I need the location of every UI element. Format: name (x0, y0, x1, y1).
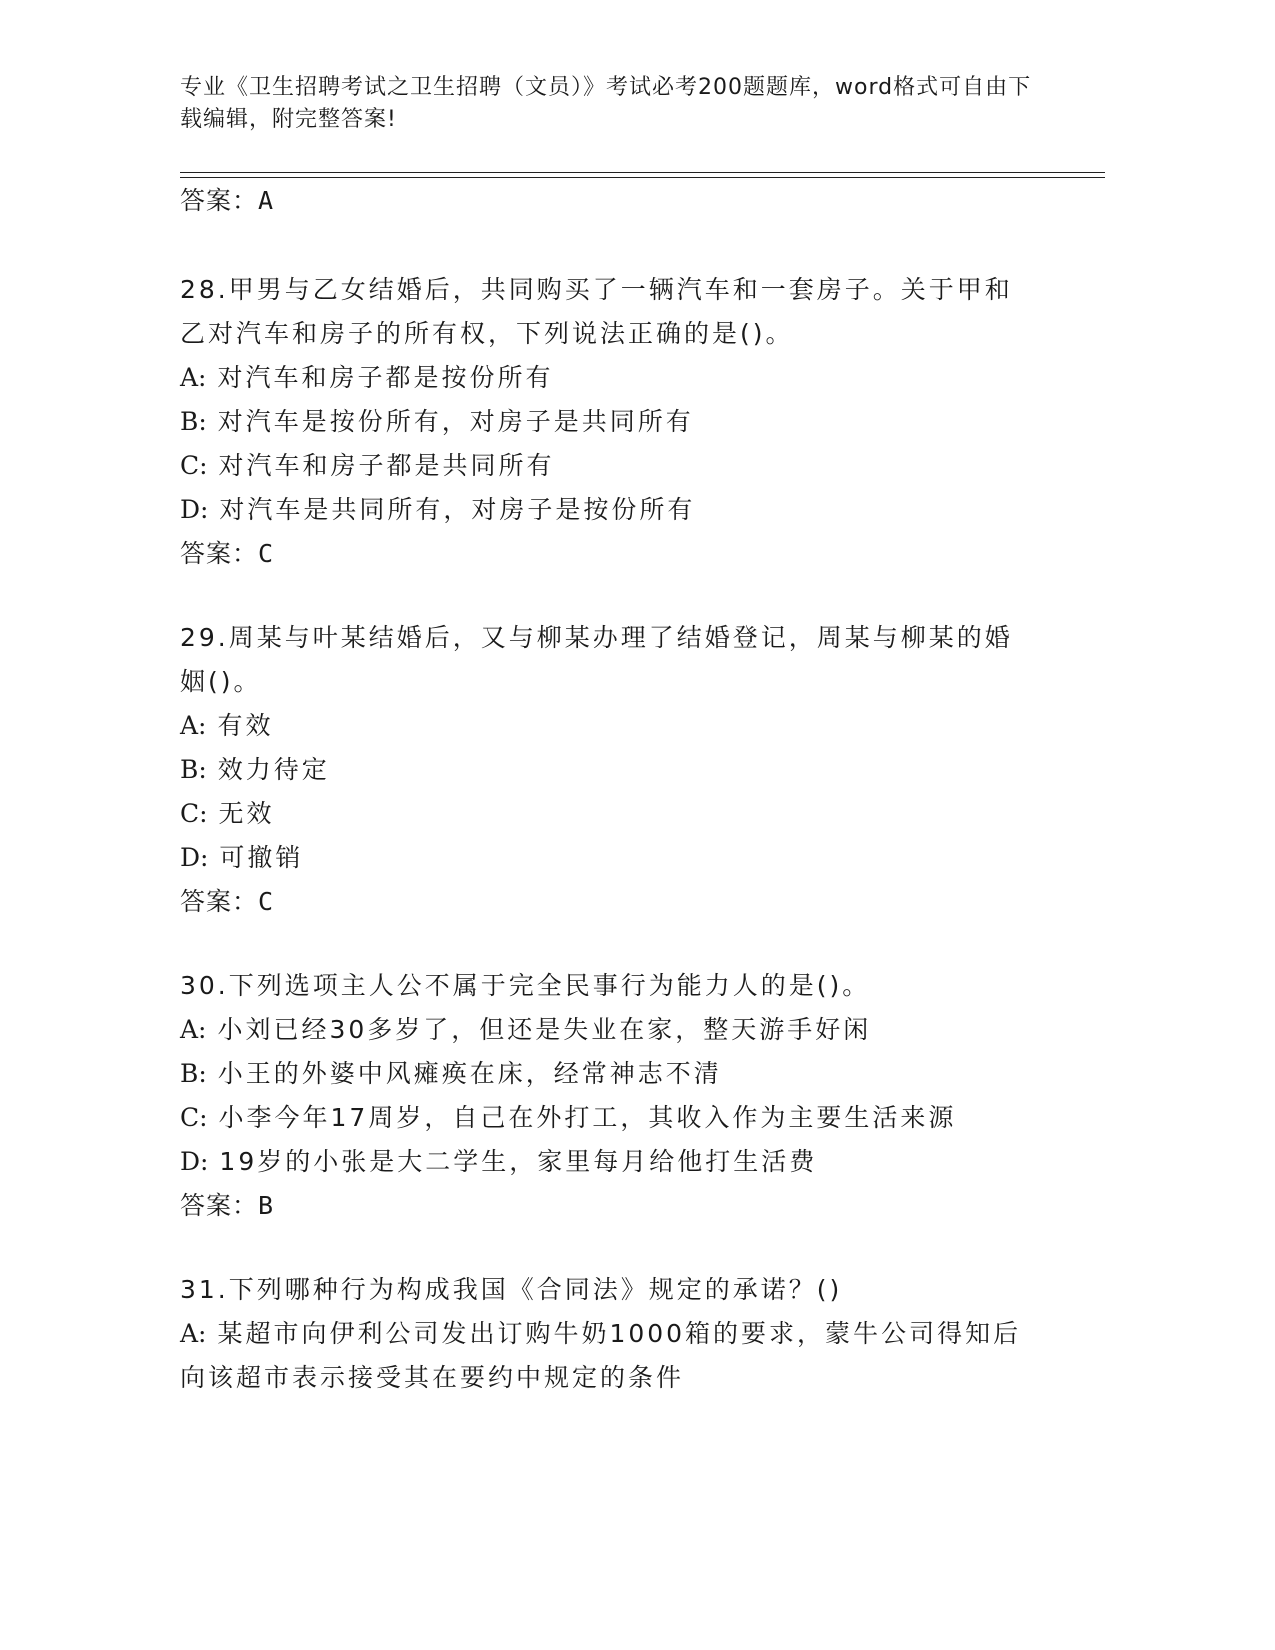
option-key: A: (180, 711, 207, 740)
option-text: 有效 (217, 711, 274, 740)
question-29 (180, 616, 1040, 924)
option-b (180, 400, 1040, 444)
option-text: 对汽车是按份所有，对房子是共同所有 (217, 407, 694, 436)
question-30 (180, 964, 1040, 1228)
previous-answer (180, 184, 274, 218)
question-stem: 30.下列选项主人公不属于完全民事行为能力人的是()。 (180, 971, 871, 1000)
option-a (180, 1008, 1040, 1052)
option-key: C: (180, 1103, 208, 1132)
option-text: 小刘已经30多岁了，但还是失业在家，整天游手好闲 (217, 1015, 872, 1044)
header-divider-bottom (180, 177, 1105, 178)
option-key: A: (180, 363, 207, 392)
answer-label: 答案： (180, 1191, 259, 1220)
option-key: B: (180, 755, 207, 784)
option-a (180, 704, 1040, 748)
option-d (180, 836, 1040, 880)
option-key: B: (180, 407, 207, 436)
option-key: D: (180, 843, 209, 872)
option-text: 某超市向伊利公司发出订购牛奶1000箱的要求，蒙牛公司得知后向该超市表示接受其在要约中规定的条件 (180, 1319, 1022, 1392)
answer-value: C (258, 887, 275, 916)
answer-value: B (258, 1191, 275, 1220)
option-a (180, 356, 1040, 400)
option-key: D: (180, 1147, 209, 1176)
option-b (180, 1052, 1040, 1096)
option-text: 19岁的小张是大二学生，家里每月给他打生活费 (219, 1147, 818, 1176)
option-text: 对汽车是共同所有，对房子是按份所有 (219, 495, 696, 524)
question-31 (180, 1268, 1040, 1400)
option-key: B: (180, 1059, 207, 1088)
option-text: 无效 (218, 799, 275, 828)
option-d (180, 488, 1040, 532)
option-text: 小李今年17周岁，自己在外打工，其收入作为主要生活来源 (218, 1103, 957, 1132)
answer-value: A (258, 186, 275, 215)
option-key: A: (180, 1015, 207, 1044)
option-a (180, 1312, 1040, 1400)
option-d (180, 1140, 1040, 1184)
option-text: 效力待定 (217, 755, 330, 784)
option-c (180, 444, 1040, 488)
question-stem: 28.甲男与乙女结婚后，共同购买了一辆汽车和一套房子。关于甲和乙对汽车和房子的所有权，下列说法正确的是()。 (180, 275, 1013, 348)
option-key: D: (180, 495, 209, 524)
question-stem: 29.周某与叶某结婚后，又与柳某办理了结婚登记，周某与柳某的婚姻()。 (180, 623, 1013, 696)
option-b (180, 748, 1040, 792)
question-28 (180, 268, 1040, 576)
answer-value: C (258, 539, 275, 568)
option-text: 小王的外婆中风瘫痪在床，经常神志不清 (217, 1059, 722, 1088)
question-answer (180, 532, 1040, 576)
document-page (180, 0, 1110, 1650)
header-divider-top (180, 172, 1105, 173)
option-text: 可撤销 (219, 843, 304, 872)
document-header: 专业《卫生招聘考试之卫生招聘（文员）》考试必考200题题库，word格式可自由下载编辑，附完整答案! (180, 75, 1032, 132)
answer-label: 答案： (180, 887, 259, 916)
question-answer (180, 1184, 1040, 1228)
answer-label: 答案： (180, 186, 259, 215)
option-key: A: (180, 1319, 207, 1348)
option-key: C: (180, 799, 208, 828)
option-text: 对汽车和房子都是共同所有 (218, 451, 555, 480)
option-c (180, 792, 1040, 836)
option-text: 对汽车和房子都是按份所有 (217, 363, 554, 392)
option-key: C: (180, 451, 208, 480)
option-c (180, 1096, 1040, 1140)
question-stem: 31.下列哪种行为构成我国《合同法》规定的承诺？() (180, 1275, 843, 1304)
question-answer (180, 880, 1040, 924)
answer-label: 答案： (180, 539, 259, 568)
